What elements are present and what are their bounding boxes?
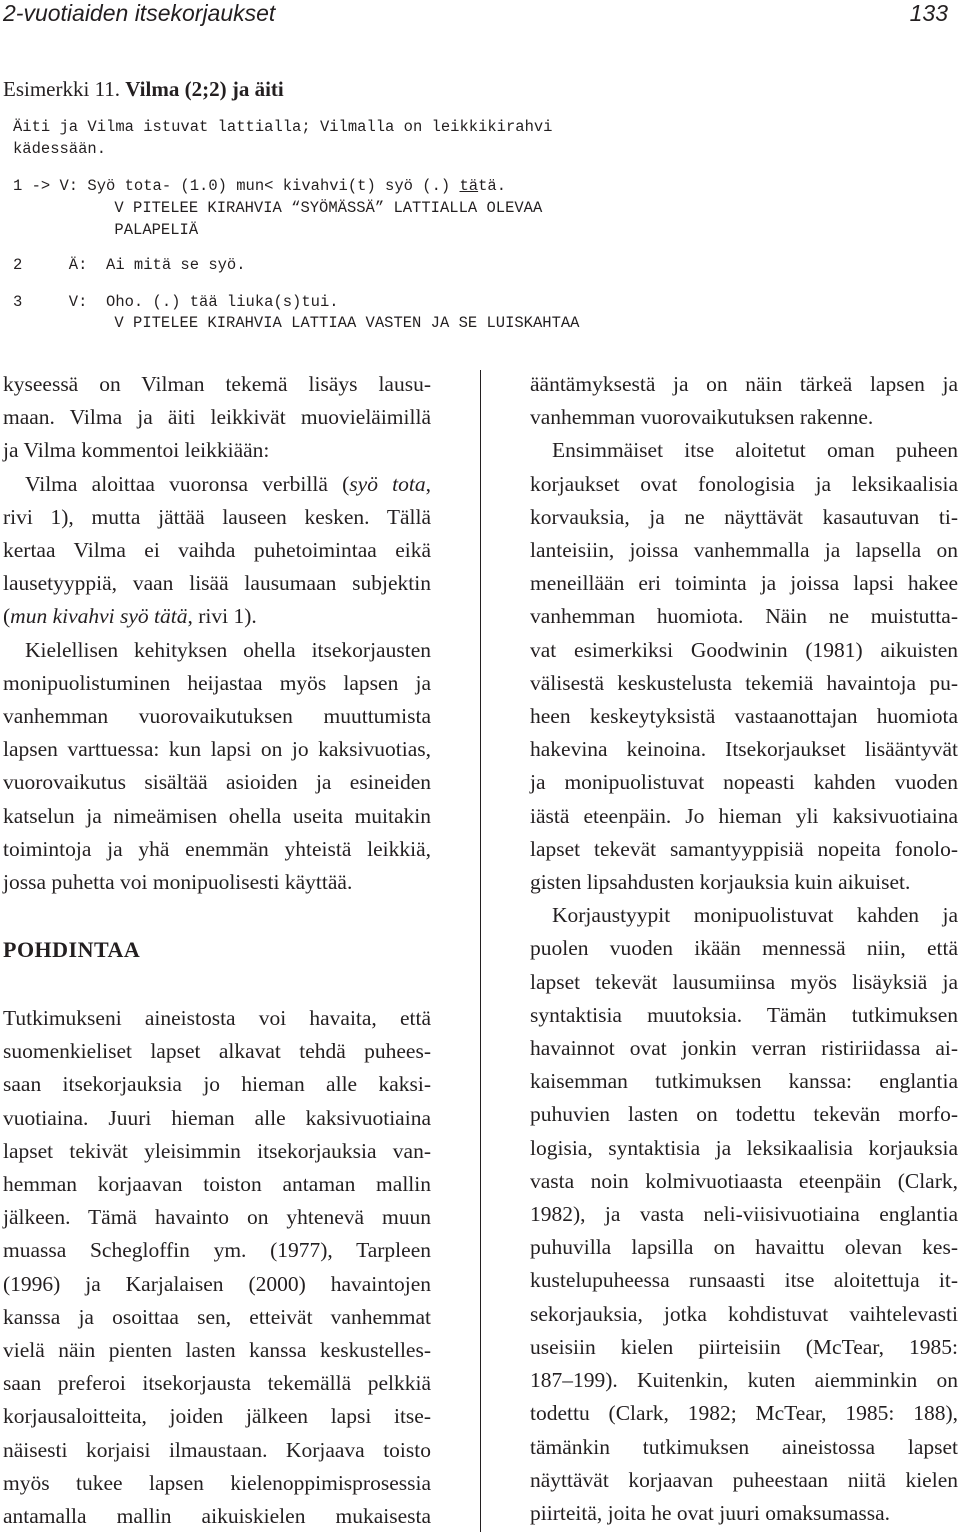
text-line: korvauksia, ja ne näyttävät kasautuvan ti-: [530, 504, 958, 529]
text-line: 187–199). Kuitenkin, kuten aiemminkin on: [530, 1368, 958, 1393]
example-setting-line1: Äiti ja Vilma istuvat lattialla; Vilmalla on leikkikirahvi: [13, 118, 553, 136]
text-line: lapset tekevät lausumiinsa myös lisäyksiä ja: [530, 969, 958, 994]
text-line: jälkeen. Tämä havainto on yhtenevä muun: [3, 1205, 431, 1230]
text-line: maan. Vilma ja äiti leikkivät muovieläimillä: [3, 405, 431, 430]
left-paragraph-2: [3, 468, 431, 634]
text-line: sekorjauksia, jotka kohdistuvat vaihtelevasti: [530, 1301, 958, 1326]
text-line: rivi 1), mutta jättää lauseen kesken. Tällä: [3, 504, 431, 529]
text-line: Korjaustyypit monipuolistuvat kahden ja: [552, 903, 958, 928]
text-line: antamalla mallin aikuiskielen mukaisesta: [3, 1504, 431, 1529]
left-column-lower: [3, 1002, 431, 1533]
text-line: lapset tekivät yleisimmin itsekorjauksia van-: [3, 1138, 431, 1163]
text-line: gisten lipsahdusten korjauksia kuin aikuiset.: [530, 870, 911, 895]
page-number: 133: [909, 0, 948, 26]
text-line: näyttävät korjaavan puheestaan niitä kielen: [530, 1467, 958, 1492]
right-paragraph-1: [530, 368, 958, 434]
example-name: Vilma (2;2) ja äiti: [125, 77, 284, 101]
text-line: [3, 600, 431, 633]
text-line: Ensimmäiset itse aloitetut oman puheen: [552, 438, 958, 463]
text-line: puhuvien lasten on todettu tekevän morfo-: [530, 1102, 958, 1127]
text-line: lanteisiin, joissa vanhemmalla ja lapsella on: [530, 538, 958, 563]
running-title: 2-vuotiaiden itsekorjaukset: [3, 0, 276, 26]
text-line: [3, 468, 431, 501]
text-run: ,: [425, 471, 431, 496]
turn-3-note: V PITELEE KIRAHVIA LATTIAA VASTEN JA SE LUISKAHTAA: [40, 314, 580, 332]
example-label: Esimerkki 11.: [3, 77, 121, 101]
example-setting-line2: kädessään.: [13, 140, 107, 158]
turn-1-note-line1: V PITELEE KIRAHVIA “SYÖMÄSSÄ” LATTIALLA OLEVAA: [40, 199, 543, 217]
text-line: katselun ja nimeämisen ohella useita muitakin: [3, 803, 431, 828]
text-line: korjaukset ovat fonologisia ja leksikaalisia: [530, 471, 958, 496]
text-line: jossa puhetta voi monipuolisesti käyttää.: [3, 870, 353, 895]
turn-1-note-line2: PALAPELIÄ: [40, 221, 199, 239]
text-line: lapsen varttuessa: kun lapsi on jo kaksivuotias,: [3, 737, 431, 762]
left-paragraph-4: [3, 1002, 431, 1533]
text-line: 1982), ja vasta neli-viisivuotiaina englantia: [530, 1202, 958, 1227]
turn-1-end: tä.: [478, 177, 506, 195]
text-line: suomenkieliset lapset alkavat tehdä puhees-: [3, 1039, 431, 1064]
text-line: iästä eteenpäin. Jo hieman yli kaksivuotiaina: [530, 803, 958, 828]
turn-1-underlined: tä: [459, 177, 479, 195]
text-line: meneillään eri toiminta ja joissa lapsi hakee: [530, 571, 958, 596]
text-line: todettu (Clark, 1982; McTear, 1985: 188),: [530, 1401, 958, 1426]
text-line: syntaktisia muutoksia. Tämän tutkimuksen: [530, 1002, 958, 1027]
text-line: kaisemman tutkimuksen kanssa: englantia: [530, 1069, 958, 1094]
text-line: toimintoja ja yhä enemmän yhteistä leikkiä,: [3, 836, 431, 861]
text-line: ja Vilma kommentoi leikkiään:: [3, 438, 270, 463]
text-line: välisestä keskustelusta tekemiä havaintoja pu-: [530, 670, 958, 695]
text-line: puhuvilla lapsilla on havaittu olevan kes-: [530, 1235, 958, 1260]
text-line: lapset tekevät samantyyppisiä nopeita fonolo-: [530, 836, 958, 861]
right-paragraph-3: [530, 899, 958, 1530]
text-run: (: [3, 604, 11, 629]
italic-run: syö tota: [349, 471, 426, 496]
column-divider: [480, 370, 481, 1532]
text-line: saan itsekorjauksia jo hieman alle kaksi-: [3, 1072, 431, 1097]
transcript-turn-3: 3 V: Oho. (.) tää liuka(s)tui.: [13, 293, 339, 311]
text-line: hemman korjaavan toiston antaman mallin: [3, 1172, 431, 1197]
text-line: vuorovaikutus sisältää asioiden ja esineiden: [3, 770, 431, 795]
text-line: ja monipuolistuvat nopeasti kahden vuoden: [530, 770, 958, 795]
text-line: havainnot ovat jonkin verran ristiriidassa ai-: [530, 1036, 958, 1061]
text-line: (1996) ja Karjalaisen (2000) havaintojen: [3, 1271, 431, 1296]
text-line: tämänkin tutkimuksen aineistossa lapset: [530, 1434, 958, 1459]
text-line: vielä näin pienten lasten kanssa keskustelles-: [3, 1338, 431, 1363]
example-heading: [3, 77, 284, 102]
text-line: Tutkimukseni aineistosta voi havaita, että: [3, 1006, 431, 1030]
text-line: näisesti korjaisi ilmaustaan. Korjaava toisto: [3, 1437, 431, 1462]
text-line: logisia, syntaktisia ja leksikaalisia korjauksia: [530, 1135, 958, 1160]
text-line: vanhemman huomiota. Näin ne muistutta-: [530, 604, 958, 629]
text-line: piirteitä, joita he ovat juuri omaksumassa.: [530, 1500, 891, 1525]
text-line: kyseessä on Vilman tekemä lisäys lausu-: [3, 372, 431, 396]
turn-1-text: 1 -> V: Syö tota- (1.0) mun< kivahvi(t) syö (.): [13, 177, 460, 195]
text-line: myös tukee lapsen kielenoppimisprosessia: [3, 1470, 431, 1495]
text-line: kustelupuheessa runsaasti itse aloitettuja it-: [530, 1268, 958, 1293]
text-line: kertaa Vilma ei vaihda puhetoimintaa eikä: [3, 538, 431, 563]
text-run: , rivi 1).: [187, 604, 257, 629]
text-line: korjausaloitteita, joiden jälkeen lapsi itse-: [3, 1404, 431, 1429]
text-line: vat esimerkiksi Goodwinin (1981) aikuisten: [530, 637, 958, 662]
text-run: Vilma aloittaa vuoronsa verbillä (: [25, 471, 350, 496]
text-line: heen keskeytyksistä vastaanottajan huomiota: [530, 704, 958, 729]
text-line: lausetyyppiä, vaan lisää lausumaan subjektin: [3, 571, 431, 596]
transcript-turn-2: 2 Ä: Ai mitä se syö.: [13, 256, 246, 274]
text-line: Kielellisen kehityksen ohella itsekorjausten: [25, 637, 431, 662]
left-column: [3, 368, 431, 899]
text-line: useisiin kielen piirteisiin (McTear, 1985:: [530, 1334, 958, 1359]
left-paragraph-1: [3, 368, 431, 468]
text-line: vuotiaina. Juuri hieman alle kaksivuotiaina: [3, 1105, 431, 1130]
text-line: muassa Schegloffin ym. (1977), Tarpleen: [3, 1238, 431, 1263]
text-line: puolen vuoden ikään mennessä niin, että: [530, 936, 958, 961]
transcript-turn-1: [13, 175, 506, 197]
text-line: vanhemman vuorovaikutuksen muuttumista: [3, 704, 431, 729]
italic-run: mun kivahvi syö tätä: [10, 604, 188, 629]
left-paragraph-3: [3, 634, 431, 900]
text-line: saan preferoi itsekorjausta tekemällä pelkkiä: [3, 1371, 431, 1396]
right-column: [530, 368, 958, 1530]
running-header: [0, 0, 960, 36]
right-paragraph-2: [530, 434, 958, 899]
text-line: kanssa ja osoittaa sen, etteivät vanhemmat: [3, 1304, 431, 1329]
text-line: vanhemman vuorovaikutuksen rakenne.: [530, 405, 874, 430]
section-heading: POHDINTAA: [3, 937, 141, 962]
text-line: ääntämyksestä ja on näin tärkeä lapsen ja: [530, 372, 958, 396]
text-line: monipuolistuminen heijastaa myös lapsen ja: [3, 670, 431, 695]
text-line: hakevina keinoina. Itsekorjaukset lisääntyvät: [530, 737, 958, 762]
text-line: vasta noin kolmivuotiaasta eteenpäin (Clark,: [530, 1168, 958, 1193]
